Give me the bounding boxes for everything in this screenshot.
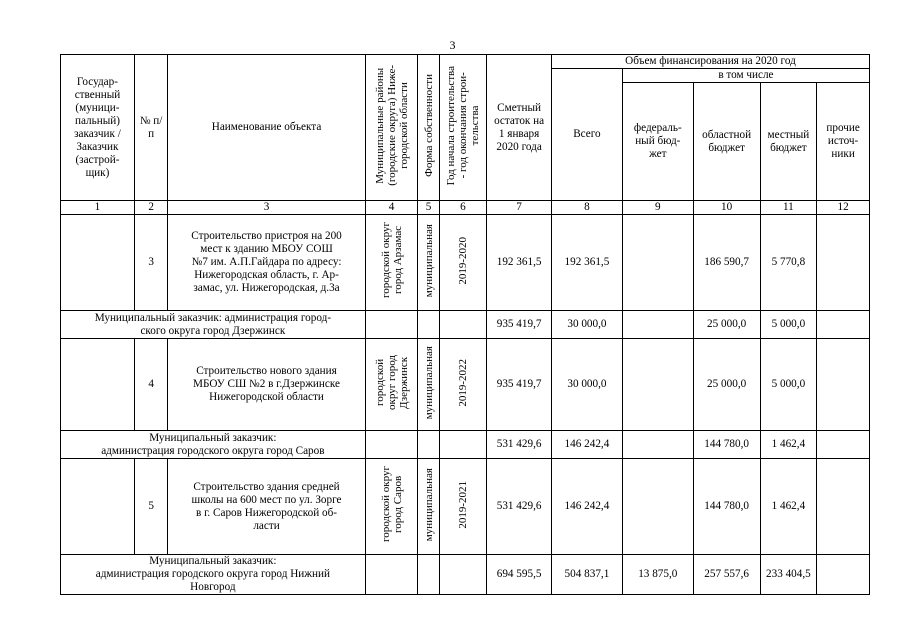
remainder-cell: 935 419,7: [487, 339, 552, 431]
district-cell: [365, 311, 418, 339]
ownership-cell: муниципальная: [418, 215, 439, 311]
object-name: Строительство здания средней школы на 600 мест по ул. Зорге в г. Саров Нижегородской об- ласти: [168, 459, 365, 555]
ownership-cell: муниципальная: [418, 459, 439, 555]
page-number: 3: [449, 38, 456, 52]
years-cell: 2019-2021: [439, 459, 487, 555]
total-cell: 146 242,4: [552, 431, 623, 459]
col-number: 6: [439, 201, 487, 215]
other-cell: [817, 215, 870, 311]
years-cell: [439, 555, 487, 595]
total-cell: 30 000,0: [552, 311, 623, 339]
federal-cell: [622, 311, 693, 339]
customer-label: Муниципальный заказчик: администрация городского округа город Нижний Новгород: [61, 555, 366, 595]
header-including: в том числе: [622, 69, 869, 83]
ownership-cell: [418, 555, 439, 595]
customer-row: [61, 431, 870, 459]
header-regional: областной бюджет: [693, 83, 760, 201]
object-row: [61, 339, 870, 431]
col-number: 10: [693, 201, 760, 215]
years-cell: 2019-2022: [439, 339, 487, 431]
header-years: Год начала строительства - год окончания строи- тельства: [439, 55, 487, 201]
years-cell: [439, 431, 487, 459]
customer-cell: [61, 215, 135, 311]
remainder-cell: 531 429,6: [487, 459, 552, 555]
header-object-name: Наименование объекта: [168, 55, 365, 201]
col-number: 9: [622, 201, 693, 215]
customer-cell: [61, 459, 135, 555]
col-number: 5: [418, 201, 439, 215]
header-funding-title: Объем финансирования на 2020 год: [552, 55, 870, 69]
regional-cell: 257 557,6: [693, 555, 760, 595]
header-district: Муниципальные районы (городские округа) Ниже- городской области: [365, 55, 418, 201]
customer-cell: [61, 339, 135, 431]
local-cell: 5 000,0: [760, 339, 817, 431]
ownership-cell: [418, 311, 439, 339]
remainder-cell: 694 595,5: [487, 555, 552, 595]
object-number: 5: [134, 459, 167, 555]
district-cell: городской округ город Дзержинск: [365, 339, 418, 431]
local-cell: 5 770,8: [760, 215, 817, 311]
customer-label: Муниципальный заказчик: администрация городского округа город Саров: [61, 431, 366, 459]
years-cell: [439, 311, 487, 339]
object-number: 3: [134, 215, 167, 311]
total-cell: 192 361,5: [552, 215, 623, 311]
local-cell: 233 404,5: [760, 555, 817, 595]
local-cell: 1 462,4: [760, 431, 817, 459]
header-other: прочие источ- ники: [817, 83, 870, 201]
customer-label: Муниципальный заказчик: администрация город- ского округа город Дзержинск: [61, 311, 366, 339]
customer-row: [61, 555, 870, 595]
col-number: 3: [168, 201, 365, 215]
regional-cell: 25 000,0: [693, 339, 760, 431]
header-customer: Государ- ственный (муници- пальный) заказчик / Заказчик (застрой- щик): [61, 55, 135, 201]
regional-cell: 144 780,0: [693, 431, 760, 459]
local-cell: 5 000,0: [760, 311, 817, 339]
header-number: № п/ п: [134, 55, 167, 201]
federal-cell: 13 875,0: [622, 555, 693, 595]
col-number: 12: [817, 201, 870, 215]
object-name: Строительство нового здания МБОУ СШ №2 в г.Дзержинске Нижегородской области: [168, 339, 365, 431]
header-remainder: Сметный остаток на 1 января 2020 года: [487, 55, 552, 201]
col-number: 11: [760, 201, 817, 215]
other-cell: [817, 311, 870, 339]
other-cell: [817, 555, 870, 595]
total-cell: 146 242,4: [552, 459, 623, 555]
object-number: 4: [134, 339, 167, 431]
header-local: местный бюджет: [760, 83, 817, 201]
col-number: 8: [552, 201, 623, 215]
federal-cell: [622, 431, 693, 459]
col-number: 7: [487, 201, 552, 215]
federal-cell: [622, 459, 693, 555]
remainder-cell: 531 429,6: [487, 431, 552, 459]
col-number: 4: [365, 201, 418, 215]
local-cell: 1 462,4: [760, 459, 817, 555]
district-cell: городской округ город Арзамас: [365, 215, 418, 311]
federal-cell: [622, 215, 693, 311]
other-cell: [817, 339, 870, 431]
remainder-cell: 935 419,7: [487, 311, 552, 339]
object-name: Строительство пристроя на 200 мест к зданию МБОУ СОШ №7 им. А.П.Гайдара по адресу: Нижегородская область, г. Ар- замас, ул. Нижегородская, д.3а: [168, 215, 365, 311]
regional-cell: 144 780,0: [693, 459, 760, 555]
column-number-row: [61, 201, 870, 215]
federal-cell: [622, 339, 693, 431]
ownership-cell: [418, 431, 439, 459]
financing-table: [60, 54, 870, 595]
col-number: 1: [61, 201, 135, 215]
header-ownership: Форма собственности: [418, 55, 439, 201]
total-cell: 504 837,1: [552, 555, 623, 595]
header-total: Всего: [552, 69, 623, 201]
other-cell: [817, 431, 870, 459]
ownership-cell: муниципальная: [418, 339, 439, 431]
regional-cell: 186 590,7: [693, 215, 760, 311]
district-cell: [365, 431, 418, 459]
other-cell: [817, 459, 870, 555]
col-number: 2: [134, 201, 167, 215]
customer-row: [61, 311, 870, 339]
years-cell: 2019-2020: [439, 215, 487, 311]
header-federal: федераль- ный бюд- жет: [622, 83, 693, 201]
district-cell: [365, 555, 418, 595]
object-row: [61, 215, 870, 311]
total-cell: 30 000,0: [552, 339, 623, 431]
remainder-cell: 192 361,5: [487, 215, 552, 311]
regional-cell: 25 000,0: [693, 311, 760, 339]
district-cell: городской округ город Саров: [365, 459, 418, 555]
object-row: [61, 459, 870, 555]
